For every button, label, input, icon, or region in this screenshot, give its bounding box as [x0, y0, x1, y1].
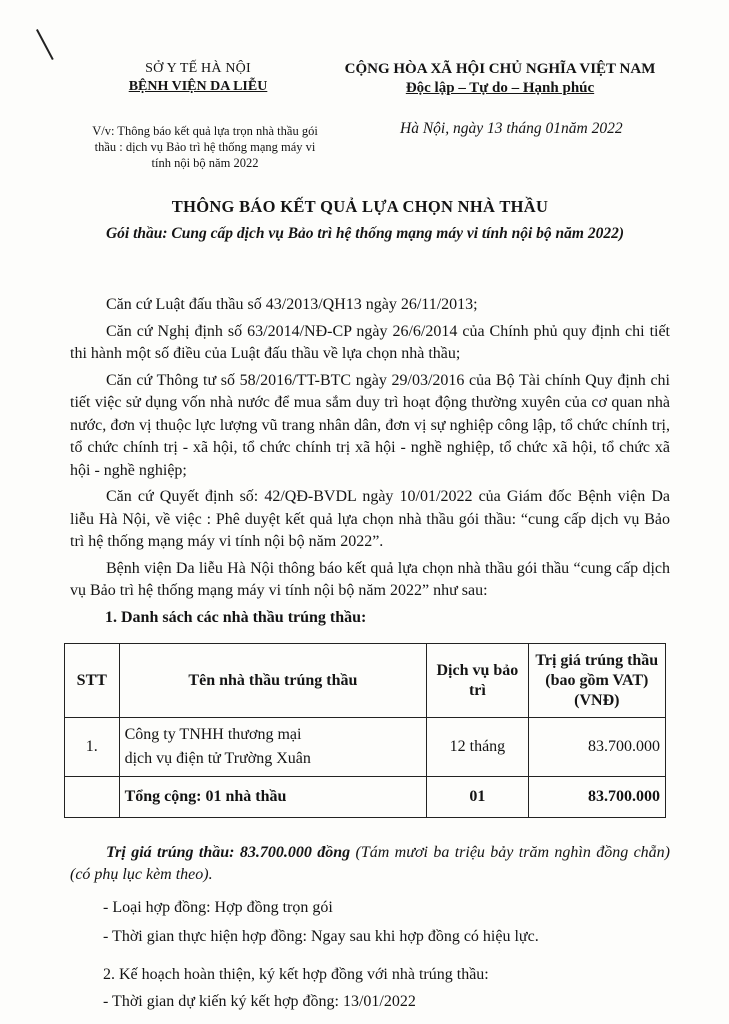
paragraph: Căn cứ Quyết định số: 42/QĐ-BVDL ngày 10/01/2022 của Giám đốc Bệnh viện Da liễu Hà Nội, về việc : Phê duyệt kết quả lựa chọn nhà thầu gói thầu: “cung cấp dịch vụ Bảo trì hệ thống mạng máy vi tính nội bộ năm 2022”. [70, 488, 670, 550]
document-subtitle: Gói thầu: Cung cấp dịch vụ Bảo trì hệ thống mạng máy vi tính nội bộ năm 2022) [105, 225, 625, 242]
contract-type: - Loại hợp đồng: Hợp đồng trọn gói [103, 899, 333, 916]
col-header-stt: STT [65, 644, 120, 718]
winners-table [64, 643, 666, 818]
cell-stt: 1. [65, 718, 120, 777]
pen-mark [36, 29, 54, 60]
national-motto: Độc lập – Tự do – Hạnh phúc [405, 80, 595, 96]
signing-date: - Thời gian dự kiến ký kết hợp đồng: 13/01/2022 [103, 993, 416, 1010]
col-header-value: Trị giá trúng thầu (bao gồm VAT) (VNĐ) [528, 644, 665, 718]
cell-total-label: Tổng cộng: 01 nhà thầu [119, 777, 427, 818]
national-header [330, 60, 670, 98]
contract-duration: - Thời gian thực hiện hợp đồng: Ngay sau khi hợp đồng có hiệu lực. [103, 928, 539, 945]
paragraph: Căn cứ Luật đấu thầu số 43/2013/QH13 ngày 26/11/2013; [106, 296, 478, 313]
issuer-block [88, 60, 308, 96]
contract-value-note: Trị giá trúng thầu: 83.700.000 đồng (Tám mươi ba triệu bảy trăm nghìn đồng chẵn) (có phụ lục kèm theo). [70, 844, 671, 883]
paragraph: Bệnh viện Da liễu Hà Nội thông báo kết quả lựa chọn nhà thầu gói thầu “cung cấp dịch vụ Bảo trì hệ thống mạng máy vi tính nội bộ năm 2022” như sau: [70, 559, 670, 599]
subject-line: V/v: Thông báo kết quả lựa trọn nhà thầu gói thầu : dịch vụ Bảo trì hệ thống mạng máy vi tính nội bộ năm 2022 [92, 124, 318, 170]
issue-date: Hà Nội, ngày 13 tháng 01năm 2022 [400, 120, 623, 137]
cell-value: 83.700.000 [528, 718, 665, 777]
issuer-department: SỞ Y TẾ HÀ NỘI [145, 61, 251, 76]
col-header-name: Tên nhà thầu trúng thầu [119, 644, 427, 718]
legal-basis [70, 294, 670, 603]
paragraph: Căn cứ Nghị định số 63/2014/NĐ-CP ngày 26/6/2014 của Chính phủ quy định chi tiết thi hành một số điều của Luật đấu thầu về lựa chọn nhà thầu; [70, 322, 670, 362]
cell-total-service: 01 [427, 777, 528, 818]
cell-name: Công ty TNHH thương mại dịch vụ điện tử Trường Xuân [119, 718, 427, 777]
table-row [65, 718, 666, 777]
national-title: CỘNG HÒA XÃ HỘI CHỦ NGHĨA VIỆT NAM [344, 61, 656, 77]
table-header-row [65, 644, 666, 718]
paragraph: Căn cứ Thông tư số 58/2016/TT-BTC ngày 29/03/2016 của Bộ Tài chính Quy định chi tiết việc sử dụng vốn nhà nước để mua sắm duy trì hoạt động thường xuyên của cơ quan nhà nước, đơn vị thuộc lực lượng vũ trang nhân dân, đơn vị sự nghiệp công lập, tổ chức chính trị, tổ chức chính trị - xã hội, tổ chức chính trị xã hội - nghề nghiệp, tổ chức xã hội, tổ chức xã hội - nghề nghiệp; [70, 371, 670, 479]
section-heading-1: 1. Danh sách các nhà thầu trúng thầu: [105, 609, 367, 626]
cell-service: 12 tháng [427, 718, 528, 777]
col-header-service: Dịch vụ bảo trì [427, 644, 528, 718]
table-total-row [65, 777, 666, 818]
issuer-hospital: BỆNH VIỆN DA LIỄU [128, 79, 268, 94]
document-title: THÔNG BÁO KẾT QUẢ LỰA CHỌN NHÀ THẦU [171, 197, 549, 216]
cell-total-value: 83.700.000 [528, 777, 665, 818]
section-heading-2: 2. Kế hoạch hoàn thiện, ký kết hợp đồng với nhà trúng thầu: [103, 966, 489, 983]
cell-empty [65, 777, 120, 818]
